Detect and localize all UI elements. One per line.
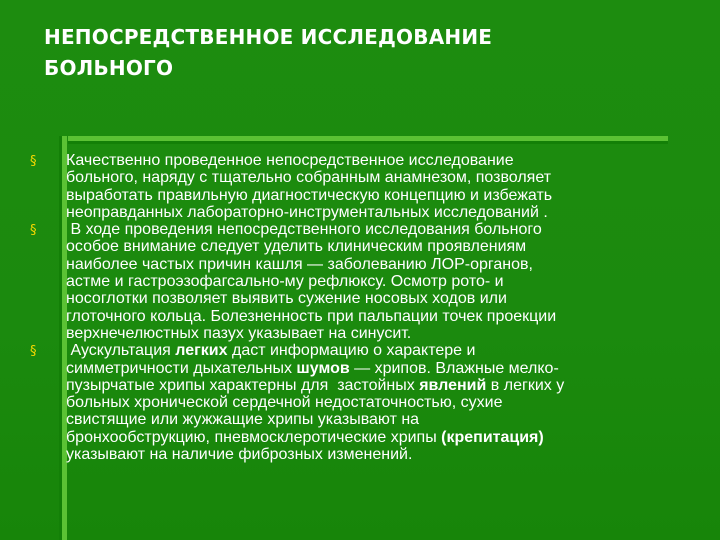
accent-rule-horizontal [68,136,668,142]
item-3-text: бронхообструкцию, пневмосклеротические хрипы [66,428,442,446]
item-3-bold-term: явлений [419,376,487,394]
bullet-marker-icon: § [30,154,37,169]
item-1-line-1: Качественно проведенное непосредственное исследование [66,152,514,169]
bullet-list [30,152,696,463]
item-2-line-6: глоточного кольца. Болезненность при пальпации точек проекции [66,307,557,325]
list-item-3 [30,342,696,463]
item-3-text: симметричности дыхательных [66,359,297,377]
item-3-bold-term: шумов [296,359,350,377]
item-3-bold-term: легких [175,342,228,360]
item-2-line-7: верхнечелюстных пазух указывает на синусит. [66,324,412,342]
item-1-line-2: больного, наряду с тщательно собранным анамнезом, позволяет [66,169,552,187]
item-3-text: Аускультация [66,342,176,360]
item-3-line-3 [66,377,696,394]
list-item-1 [30,152,696,221]
item-2-line-5: носоглотки позволяет выявить сужение носовых ходов или [66,290,507,308]
item-3-bold-term: (крепитация) [441,428,544,446]
item-3-line-2 [66,360,696,377]
item-2-line-2: особое внимание следует уделить клиническим проявлениям [66,238,527,256]
list-item-2 [30,221,696,342]
item-3-text: в легких у [486,376,565,394]
item-3-line-7: указывают на наличие фиброзных изменений. [66,446,413,464]
title-line-2: БОЛЬНОГО [44,56,174,80]
item-2-line-1: В ходе проведения непосредственного исследования больного [66,221,542,239]
item-3-text: даст информацию о характере и [227,342,476,360]
item-3-line-4: больных хронической сердечной недостаточностью, сухие [66,394,503,412]
item-1-line-3: выработать правильную диагностическую концепцию и избежать [66,186,553,204]
title-line-1: НЕПОСРЕДСТВЕННОЕ ИССЛЕДОВАНИЕ [44,25,493,49]
item-3-line-6 [66,429,696,446]
item-3-line-5: свистящие или жужжащие хрипы указывают на [66,411,420,429]
item-3-text: пузырчатые хрипы характерны для застойных [66,376,420,394]
bullet-marker-icon: § [30,223,37,239]
item-3-line-1 [66,342,696,359]
item-2-line-3: наиболее частых причин кашля — заболеванию ЛОР-органов, [66,255,533,273]
bullet-marker-icon: § [30,344,37,360]
item-1-line-4: неоправданных лабораторно-инструментальных исследований . [66,203,548,221]
item-3-text: — хрипов. Влажные мелко- [349,359,559,377]
item-2-line-4: астме и гастроэзофагсально-му рефлюксу. Осмотр рото- и [66,273,504,291]
slide-title [44,22,644,84]
